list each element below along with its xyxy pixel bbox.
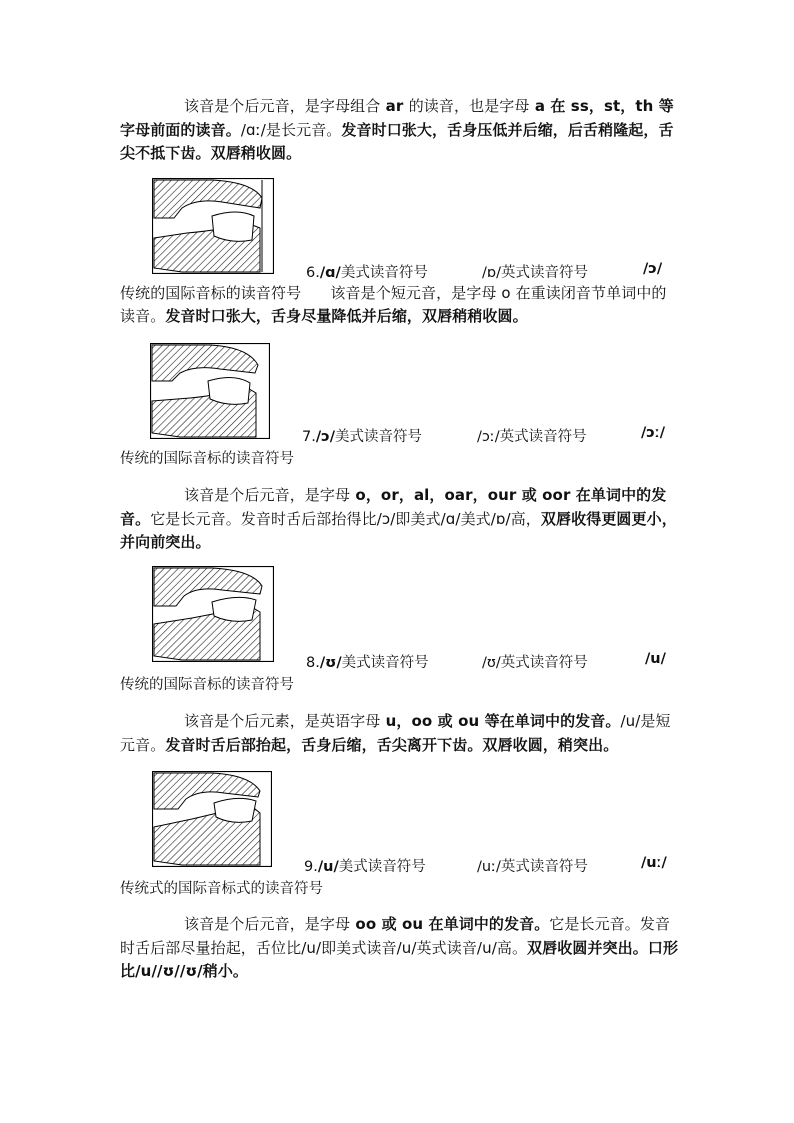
phonetic-label-uk-9 [477,855,588,876]
text-run: 该音是个短元音，是字母 o 在重读闭音节单词中的读音。 [120,284,667,325]
label-us: 美式读音符号 [338,859,426,875]
text-run: 该音是个后元音，是字母组合 [184,97,381,115]
mouth-diagram-8 [152,566,274,662]
label-uk: 英式读音符号 [499,429,587,445]
mouth-diagram-9 [152,771,272,867]
number: 8. [306,655,320,671]
text-run: /ɑː/是长元音。 [240,120,342,139]
text-run: 发音时口张大，舌身压低并后缩，后舌稍隆起，舌尖不抵下齿。双唇稍收圆。 [120,120,674,162]
phonetic-label-uk-6 [482,261,588,282]
phonetic-label-line-6 [306,261,428,282]
text-run: u，oo 或 ou 等在单词中的发音。 [380,712,621,730]
label-traditional: 传统的国际音标的读音符号 [120,284,302,302]
symbol-traditional-8: /u/ [645,651,666,667]
phonetic-label-line-7 [302,425,422,446]
paragraph-long-u [120,913,680,984]
label-traditional-8: 传统的国际音标的读音符号 [120,677,294,693]
number: 7. [302,429,316,445]
mouth-diagram-6 [152,178,274,274]
label-traditional-7: 传统的国际音标的读音符号 [120,451,294,467]
phonetic-label-uk-7 [477,425,587,446]
label-traditional-9: 传统式的国际音标式的读音符号 [120,881,323,897]
number: 6. [306,265,320,281]
label-us: 美式读音符号 [335,429,423,445]
symbol-us: /ɑ/ [319,265,341,281]
symbol-us: /ʊ/ [319,655,342,671]
symbol-traditional-7: /ɔː/ [641,425,666,441]
text-run: 双唇收圆并突出。口形比/u//ʊ//ʊ/稍小。 [120,938,679,980]
label-uk: 英式读音符号 [500,265,588,281]
text-run: ar [380,97,409,115]
symbol-uk: /ʊ/ [482,655,501,671]
text-run: 发音时舌后部抬起，舌身后缩，舌尖离开下齿。双唇收圆，稍突出。 [165,735,619,754]
paragraph-back-vowel-aa [120,95,680,166]
text-run: 该音是个后元音，是字母 [184,915,351,933]
mouth-diagram-7 [150,343,270,439]
text-run: 发音时口张大，舌身尽量降低并后缩，双唇稍稍收圆。 [165,307,528,325]
label-uk: 英式读音符号 [500,859,588,875]
text-run: 的读音，也是字母 [408,97,530,115]
symbol-us: /u/ [317,859,339,875]
symbol-uk: /ɔː/ [477,429,500,445]
symbol-traditional-6: /ɔ/ [643,261,663,277]
symbol-traditional-9: /uː/ [641,855,667,871]
text-run: 该音是个后元素，是英语字母 [184,712,381,730]
phonetic-label-line-9 [304,855,426,876]
paragraph-short-o [120,282,680,328]
phonetic-label-uk-8 [482,651,588,672]
label-uk: 英式读音符号 [500,655,588,671]
paragraph-short-u [120,710,680,757]
text-run: oo 或 ou 在单词中的发音。 [350,915,550,933]
symbol-uk: /uː/ [477,859,501,875]
text-run: o，or，al，oar，our 或 oor 在单词中的发音。 [120,486,667,528]
label-us: 美式读音符号 [341,655,429,671]
text-run: /u/是短元音。 [120,712,671,754]
paragraph-long-o [120,484,680,555]
symbol-uk: /ɒ/ [482,265,501,281]
text-run: 该音是个后元音，是字母 [184,486,351,504]
text-run: 它是长元音。发音时舌后部抬得比/ɔ/即美式/ɑ/美式/ɒ/高， [150,509,541,528]
label-us: 美式读音符号 [340,265,428,281]
phonetic-label-line-8 [306,651,429,672]
text-run: 双唇收得更圆更小，并向前突出。 [120,509,677,551]
text-run: a 在 ss，st，th 等字母前面的读音。 [120,97,674,139]
text-run: 它是长元音。发音时舌后部尽量抬起，舌位比/u/即美式读音/u/英式读音/u/高。 [120,915,671,957]
symbol-us: /ɔ/ [315,429,336,445]
number: 9. [304,859,318,875]
